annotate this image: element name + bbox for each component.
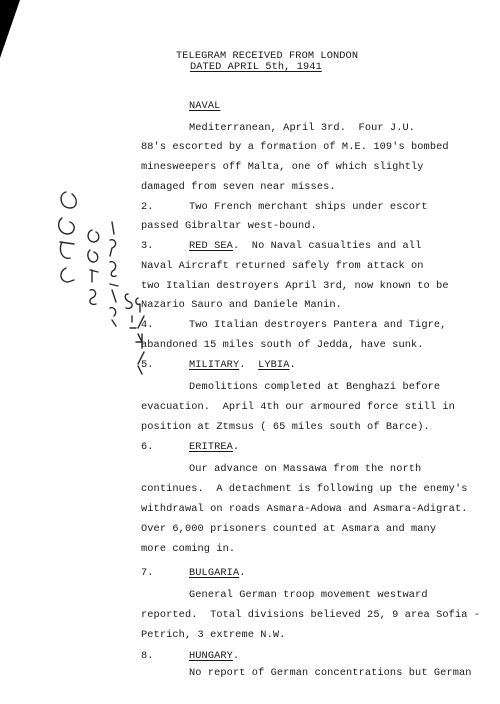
heading-text: HUNGARY [189, 650, 233, 662]
paragraph-line [189, 240, 421, 252]
paragraph-line: evacuation. April 4th our armoured force still in [141, 401, 455, 413]
paragraph-line: more coming in. [141, 543, 236, 555]
paragraph-line: passed Gibraltar west-bound. [141, 220, 317, 232]
telegram-date [190, 61, 322, 73]
heading-text: BULGARIA [189, 567, 240, 579]
section-heading-bulgaria [189, 567, 246, 579]
subheading-red-sea: RED SEA [189, 240, 233, 252]
paragraph-number: 3. [141, 240, 154, 252]
paragraph-line: two Italian destroyers April 3rd, now known to be [141, 280, 449, 292]
heading-separator: . [232, 441, 240, 453]
paragraph-line: No report of German concentrations but German [189, 667, 472, 679]
paragraph-number: 4. [141, 319, 154, 331]
telegram-date-text: DATED APRIL 5th, 1941 [190, 61, 322, 73]
paragraph-line: Two Italian destroyers Pantera and Tigre, [189, 319, 447, 331]
handwritten-marginalia [52, 178, 156, 378]
heading-separator: . [232, 650, 240, 662]
paragraph-number: 8. [141, 650, 154, 662]
paragraph-line: Demolitions completed at Benghazi before [189, 381, 441, 393]
paragraph-number: 2. [141, 201, 154, 213]
telegram-title: TELEGRAM RECEIVED FROM LONDON [176, 50, 359, 62]
paragraph-line: continues. A detachment is following up the enemy's [141, 483, 468, 495]
section-heading-hungary [189, 650, 239, 662]
paragraph-number: 5. [141, 359, 154, 371]
paragraph-line: Naval Aircraft returned safely from attack on [141, 260, 424, 272]
heading-separator: . [289, 359, 296, 371]
paragraph-line: Petrich, 3 extreme N.W. [141, 629, 286, 641]
paragraph-line: Two French merchant ships under escort [189, 201, 428, 213]
paragraph-line: Over 6,000 prisoners counted at Asmara and many [141, 523, 437, 535]
paragraph-line: General German troop movement westward [189, 589, 428, 601]
paragraph-line: 88's escorted by a formation of M.E. 109's bombed [141, 141, 449, 153]
heading-separator: . [239, 567, 246, 579]
paragraph-line: damaged from seven near misses. [141, 181, 336, 193]
paragraph-line: minesweepers off Malta, one of which slightly [141, 161, 424, 173]
paragraph-number: 6. [141, 441, 154, 453]
paragraph-line: Our advance on Massawa from the north [189, 463, 422, 475]
paragraph-line: withdrawal on roads Asmara-Adowa and Asmara-Adigrat. [141, 503, 468, 515]
page-corner-mark [0, 0, 20, 58]
heading-separator: . [239, 359, 246, 371]
section-heading-eritrea [189, 441, 239, 453]
paragraph-line: Nazario Sauro and Daniele Manin. [141, 299, 342, 311]
section-heading-naval: NAVAL [189, 100, 221, 112]
heading-text: ERITREA [189, 441, 233, 453]
paragraph-line: reported. Total divisions believed 25, 9 area Sofia - [141, 609, 481, 621]
paragraph-line: position at Ztmsus ( 65 miles south of Barce). [141, 421, 430, 433]
section-heading-military [189, 359, 296, 371]
subheading-lybia: LYBIA [258, 359, 290, 371]
paragraph-line: abandoned 15 miles south of Jedda, have sunk. [141, 339, 424, 351]
paragraph-line: Mediterranean, April 3rd. Four J.U. [189, 122, 416, 134]
paragraph-text: . No Naval casualties and all [232, 240, 422, 252]
paragraph-number: 7. [141, 567, 154, 579]
heading-text: MILITARY [189, 359, 240, 371]
